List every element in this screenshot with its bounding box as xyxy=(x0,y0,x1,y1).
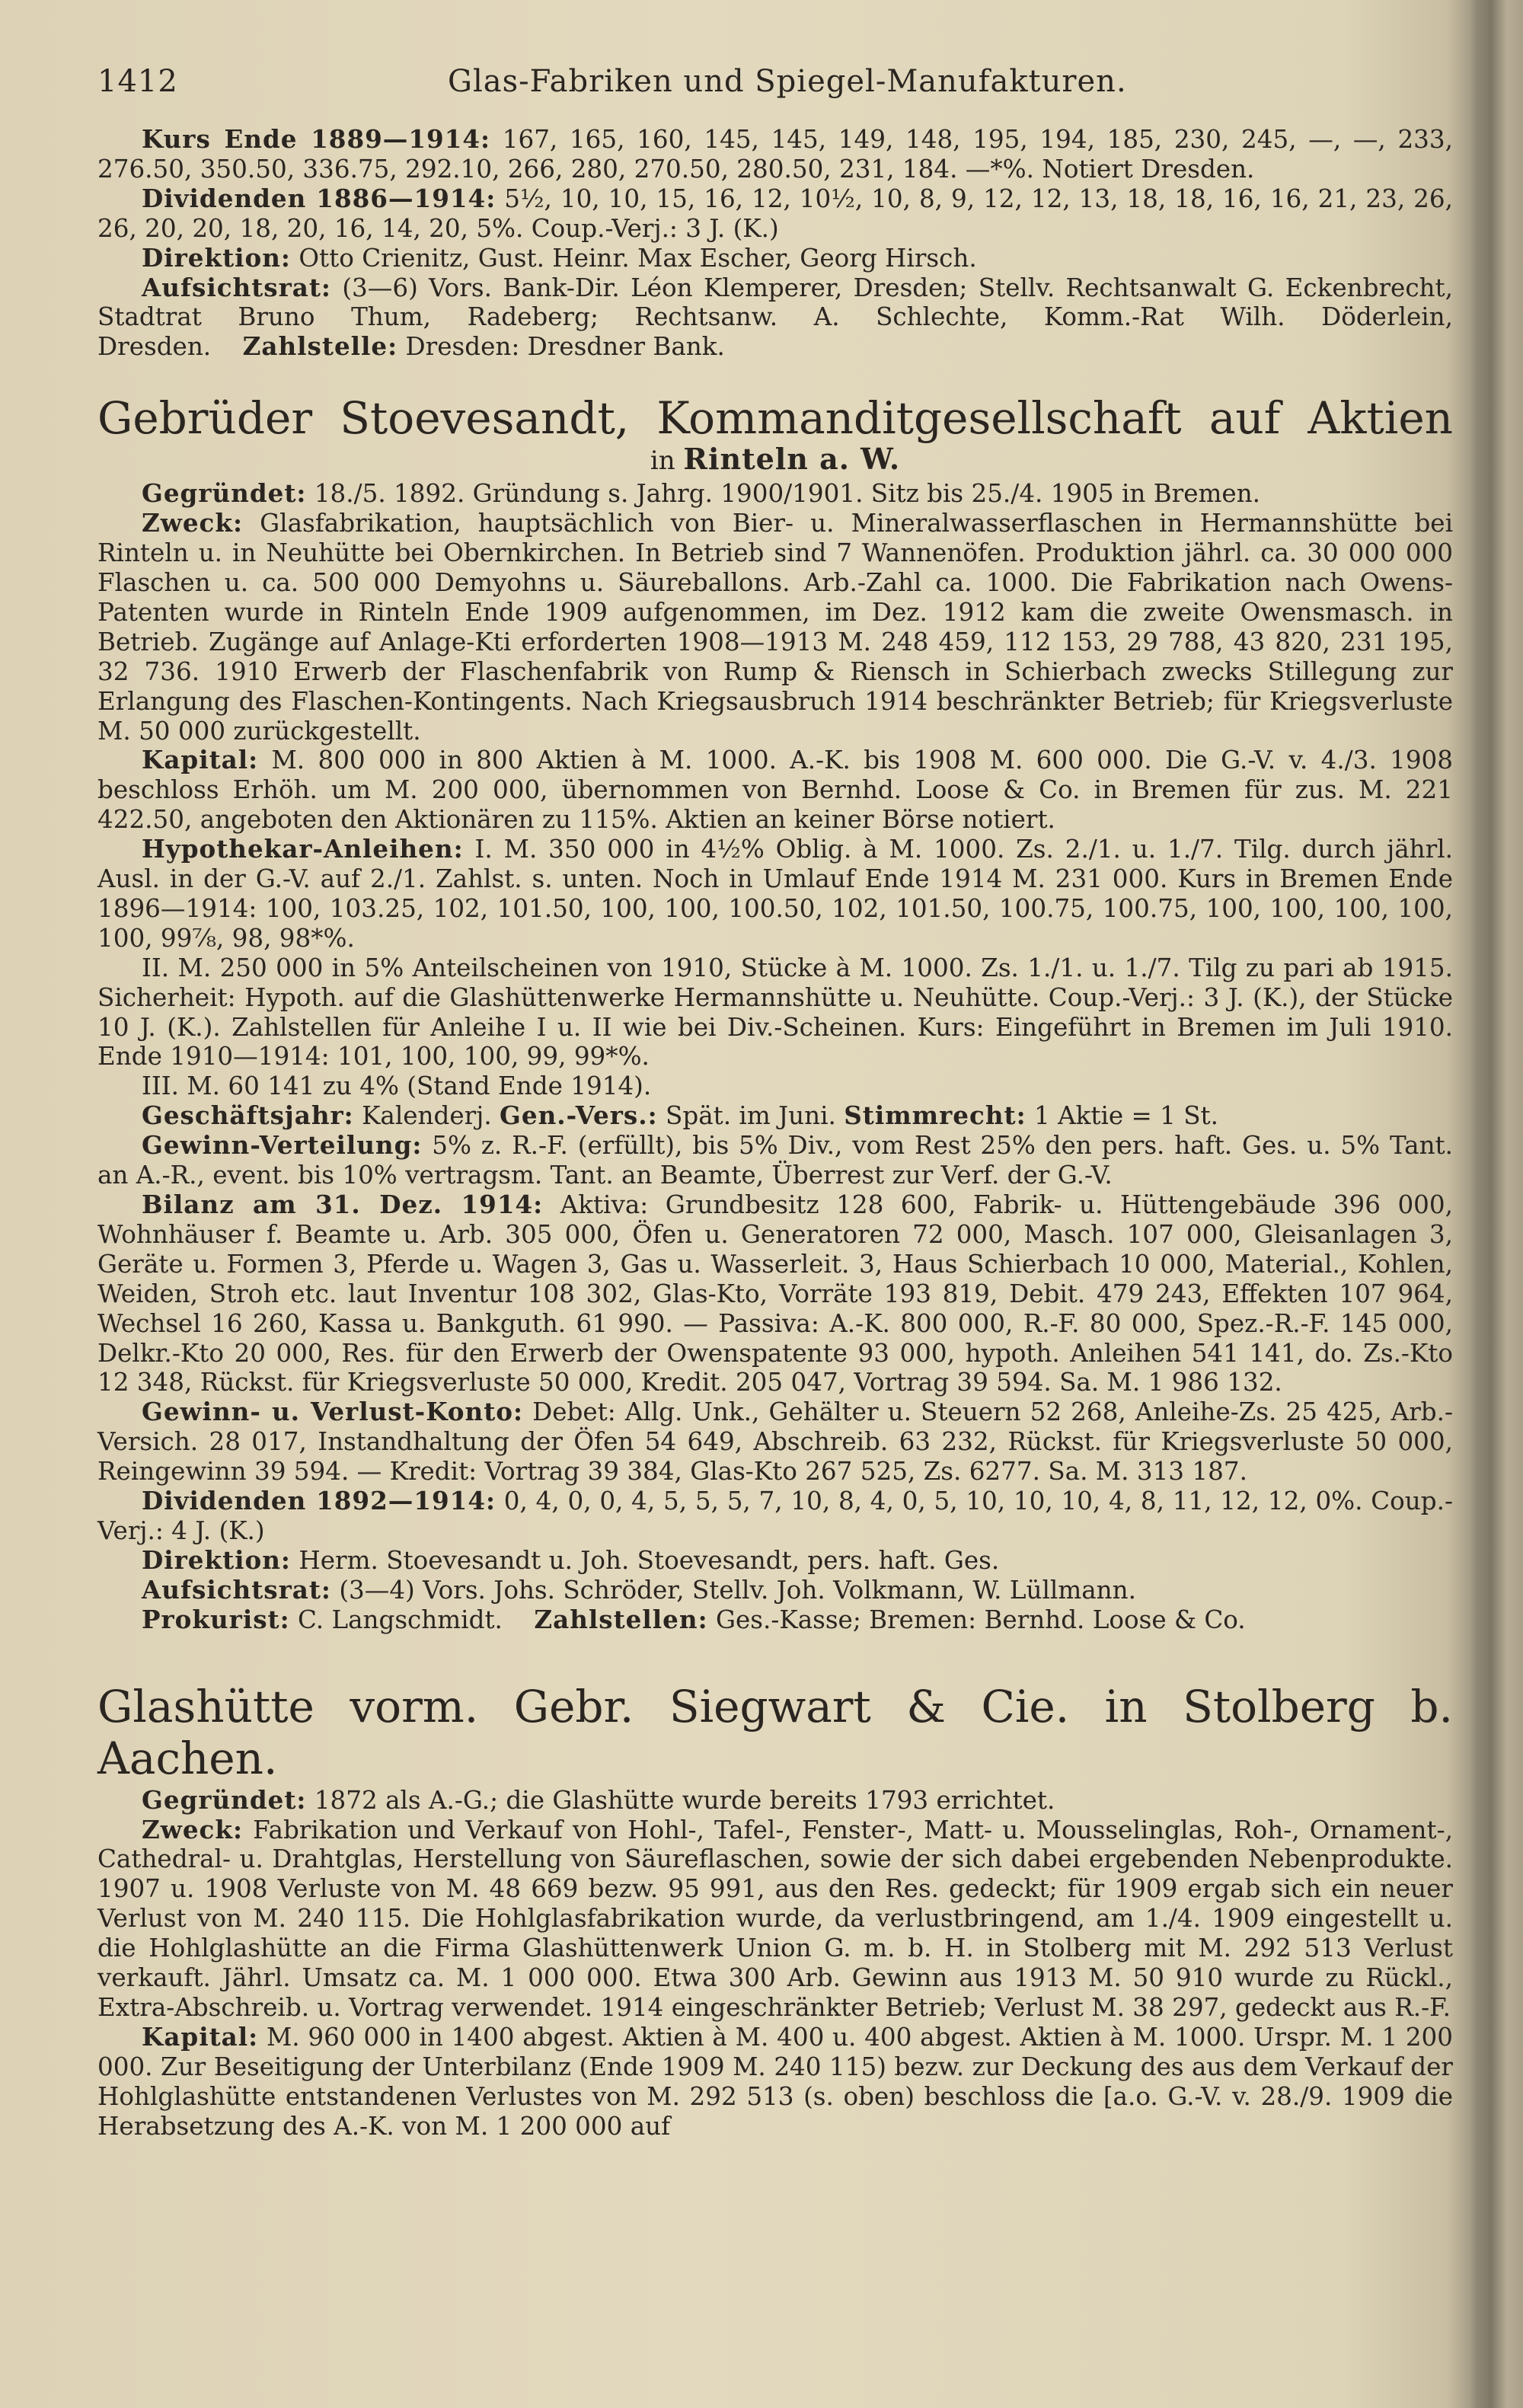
entry-gegruendet xyxy=(97,479,1453,509)
entry-gewinn-verteilung xyxy=(97,1131,1453,1190)
entry-text: 18./5. 1892. Gründung s. Jahrg. 1900/1901. Sitz bis 25./4. 1905 in Bremen. xyxy=(314,479,1261,509)
entry-text: 0, 4, 0, 0, 4, 5, 5, 5, 7, 10, 8, 4, 0, 5, 10, 10, 10, 4, 8, 11, 12, 12, 0%. Coup.-Verj.: 4 J. (K.) xyxy=(97,1487,1453,1545)
page-content xyxy=(97,64,1453,2141)
entry-gewinn-verlust xyxy=(97,1397,1453,1487)
entry-label: Dividenden 1892—1914: xyxy=(142,1486,496,1516)
entry-text: C. Langschmidt. xyxy=(297,1605,503,1634)
entry-label: Gegründet: xyxy=(142,478,307,509)
company-title-siegwart: Glashütte vorm. Gebr. Siegwart & Cie. in Stolberg b. Aachen. xyxy=(97,1680,1453,1784)
entry-text: Fabrikation und Verkauf von Hohl-, Tafel-, Fenster-, Matt- u. Mousselinglas, Roh-, Ornament-, Cathedral- u. Drahtglas, Herstellung von Säureflaschen, sowie der sich dabei ergebenden Nebenprodukte. 1907 u. 1908 Verluste von M. 48 669 bezw. 95 991, aus den Res. gedeckt; für 1909 ergab sich ein neuer Verlust von M. 240 115. Die Hohlglasfabrikation wurde, da verlustbringend, am 1./4. 1909 eingestellt u. die Hohlglashütte an die Firma Glashüttenwerk Union G. m. b. H. in Stolberg mit M. 292 513 Verlust verkauft. Jährl. Umsatz ca. M. 1 000 000. Etwa 300 Arb. Gewinn aus 1913 M. 50 910 wurde zu Rückl., Extra-Abschreib. u. Vortrag verwendet. 1914 eingeschränkter Betrieb; Verlust M. 38 297, gedeckt aus R.-F. xyxy=(97,1815,1453,2022)
entry-text: 1872 als A.-G.; die Glashütte wurde bereits 1793 errichtet. xyxy=(314,1785,1055,1815)
entry-text: Ges.-Kasse; Bremen: Bernhd. Loose & Co. xyxy=(715,1605,1246,1634)
entry-direktion xyxy=(97,1546,1453,1576)
aufsichtsrat-text: (3—6) Vors. Bank-Dir. Léon Klemperer, Dresden; Stellv. Rechtsanwalt G. Eckenbrecht, Stadtrat Bruno Thum, Radeberg; Rechtsanw. A. Schlechte, Komm.-Rat Wilh. Döderlein, Dresden. xyxy=(97,273,1453,362)
page-number: 1412 xyxy=(97,64,178,99)
entry-text: Kalenderj. xyxy=(362,1101,492,1131)
entry-label: Geschäftsjahr: xyxy=(142,1100,354,1131)
entry-gegruendet-2 xyxy=(97,1786,1453,1816)
entry-label: Gegründet: xyxy=(142,1784,307,1815)
entry-text: (3—4) Vors. Johs. Schröder, Stellv. Joh. Volkmann, W. Lüllmann. xyxy=(339,1575,1136,1605)
entry-label: Gewinn- u. Verlust-Konto: xyxy=(142,1397,524,1427)
page-header xyxy=(97,64,1453,125)
entry-text: 5% z. R.-F. (erfüllt), bis 5% Div., vom Rest 25% den pers. haft. Ges. u. 5% Tant. an A.-R., event. bis 10% vertragsm. Tant. an Beamte, Überrest zur Verf. der G.-V. xyxy=(97,1131,1453,1190)
entry-label: Zweck: xyxy=(142,1814,243,1844)
entry-text: Aktiva: Grundbesitz 128 600, Fabrik- u. Hüttengebäude 396 000, Wohnhäuser f. Beamte u. Arb. 305 000, Öfen u. Generatoren 72 000, Masch. 107 000, Gleisanlagen 3, Geräte u. Formen 3, Pferde u. Wagen 3, Gas u. Wasserleit. 3, Haus Schierbach 10 000, Material., Kohlen, Weiden, Stroh etc. laut Inventur 108 302, Glas-Kto, Vorräte 193 819, Debit. 479 243, Effekten 107 964, Wechsel 16 260, Kassa u. Bankguth. 61 990. — Passiva: A.-K. 800 000, R.-F. 80 000, Spez.-R.-F. 145 000, Delkr.-Kto 20 000, Res. für den Erwerb der Owenspatente 93 000, hypoth. Anleihen 541 141, do. Zs.-Kto 12 348, Rückst. für Kriegsverluste 50 000, Kredit. 205 047, Vortrag 39 594. Sa. M. 1 986 132. xyxy=(97,1190,1453,1397)
entry-hypothekar-anleihen xyxy=(97,835,1453,953)
running-title: Glas-Fabriken und Spiegel-Manufakturen. xyxy=(448,64,1127,99)
entry-label: Bilanz am 31. Dez. 1914: xyxy=(142,1190,544,1219)
entry-label: Aufsichtsrat: xyxy=(142,1574,331,1605)
kurs-label: Kurs Ende 1889—1914: xyxy=(142,124,491,154)
entry-label: Zweck: xyxy=(142,508,243,538)
entry-label: Kapital: xyxy=(142,2021,259,2052)
entry-text: I. M. 350 000 in 4½% Oblig. à M. 1000. Zs. 2./1. u. 1./7. Tilg. durch jährl. Ausl. in der G.-V. auf 2./1. Zahlst. s. unten. Noch in Umlauf Ende 1914 M. 231 000. Kurs in Bremen Ende 1896—1914: 100, 103.25, 102, 101.50, 100, 100, 100.50, 102, 101.50, 100.75, 100.75, 100, 100, 100, 100, 100, 99⅞, 98, 98*%. xyxy=(97,835,1453,953)
aufsichtsrat-label: Aufsichtsrat: xyxy=(142,272,331,302)
entry-anleihe-iii xyxy=(97,1071,1453,1101)
entry-aufsichtsrat xyxy=(97,1576,1453,1605)
entry-text: M. 960 000 in 1400 abgest. Aktien à M. 400 u. 400 abgest. Aktien à M. 1000. Urspr. M. 1 200 000. Zur Beseitigung der Unterbilanz (Ende 1909 M. 240 115) bezw. zur Deckung des aus dem Verkauf der Hohlglashütte entstandenen Verlustes von M. 292 513 (s. oben) beschloss die [a.o. G.-V. v. 28./9. 1909 die Herabsetzung des A.-K. von M. 1 200 000 auf xyxy=(97,2022,1454,2141)
prev-kurs xyxy=(97,125,1453,184)
kurs-text: 167, 165, 160, 145, 145, 149, 148, 195, 194, 185, 230, 245, —, —, 233, 276.50, 350.50, 336.75, 292.10, 266, 280, 270.50, 280.50, 231, 184. —*%. Notiert Dresden. xyxy=(97,125,1453,184)
dividenden-label: Dividenden 1886—1914: xyxy=(142,183,496,213)
company-location xyxy=(97,444,1453,476)
entry-label: Gewinn-Verteilung: xyxy=(142,1130,423,1161)
location-name: Rinteln a. W. xyxy=(683,442,901,477)
book-spine-shadow xyxy=(1470,0,1523,2408)
direktion-text: Otto Crienitz, Gust. Heinr. Max Escher, Georg Hirsch. xyxy=(299,243,977,273)
entry-label: Direktion: xyxy=(142,1544,291,1575)
entry-text: Spät. im Juni. xyxy=(666,1101,836,1131)
entry-text: M. 800 000 in 800 Aktien à M. 1000. A.-K. bis 1908 M. 600 000. Die G.-V. v. 4./3. 1908 beschloss Erhöh. um M. 200 000, übernommen von Bernhd. Loose & Co. in Bremen für zus. M. 221 422.50, angeboten den Aktionären zu 115%. Aktien an keiner Börse notiert. xyxy=(97,746,1454,835)
entry-dividenden xyxy=(97,1487,1453,1546)
entry-label: Stimmrecht: xyxy=(844,1100,1027,1131)
entry-geschaeftsjahr xyxy=(97,1101,1453,1131)
entry-text: II. M. 250 000 in 5% Anteilscheinen von 1910, Stücke à M. 1000. Zs. 1./1. u. 1./7. Tilg zu pari ab 1915. Sicherheit: Hypoth. auf die Glashüttenwerke Hermannshütte u. Neuhütte. Coup.-Verj.: 3 J. (K.), der Stücke 10 J. (K.). Zahlstellen für Anleihe I u. II wie bei Div.-Scheinen. Kurs: Eingeführt in Bremen im Juli 1910. Ende 1910—1914: 101, 100, 100, 99, 99*%. xyxy=(97,953,1453,1071)
entry-zweck xyxy=(97,509,1453,746)
direktion-label: Direktion: xyxy=(142,242,291,273)
dividenden-text: 5½, 10, 10, 15, 16, 12, 10½, 10, 8, 9, 12, 12, 13, 18, 18, 16, 16, 21, 23, 26, 26, 20, 20, 18, 20, 16, 14, 20, 5%. Coup.-Verj.: 3 J. (K.) xyxy=(97,184,1453,243)
prev-aufsichtsrat xyxy=(97,273,1453,362)
location-prefix: in xyxy=(650,446,675,477)
company-title-stoevesandt: Gebrüder Stoevesandt, Kommanditgesellschaft auf Aktien xyxy=(97,392,1453,445)
entry-label: Gen.-Vers.: xyxy=(500,1100,658,1131)
entry-anleihe-ii xyxy=(97,953,1453,1072)
entry-text: Herm. Stoevesandt u. Joh. Stoevesandt, pers. haft. Ges. xyxy=(299,1545,1000,1575)
entry-zweck-2 xyxy=(97,1816,1453,2023)
prev-dividenden xyxy=(97,184,1453,244)
entry-label: Prokurist: xyxy=(142,1604,290,1634)
entry-text: 1 Aktie = 1 St. xyxy=(1034,1101,1218,1131)
zahlstelle-label: Zahlstelle: xyxy=(242,331,398,362)
entry-text: III. M. 60 141 zu 4% (Stand Ende 1914). xyxy=(142,1071,652,1101)
entry-text: Debet: Allg. Unk., Gehälter u. Steuern 52 268, Anleihe-Zs. 25 425, Arb.-Versich. 28 017, Instandhaltung der Öfen 54 649, Abschreib. 63 232, Rückst. für Kriegsverluste 50 000, Reingewinn 39 594. — Kredit: Vortrag 39 384, Glas-Kto 267 525, Zs. 6277. Sa. M. 313 187. xyxy=(97,1397,1453,1487)
entry-label: Hypothekar-Anleihen: xyxy=(142,834,464,864)
entry-kapital-2 xyxy=(97,2023,1453,2141)
zahlstelle-text: Dresden: Dresdner Bank. xyxy=(405,332,725,362)
entry-kapital xyxy=(97,746,1453,835)
entry-label: Zahlstellen: xyxy=(534,1604,708,1634)
entry-label: Kapital: xyxy=(142,745,259,775)
entry-bilanz xyxy=(97,1190,1453,1397)
prev-direktion xyxy=(97,244,1453,273)
entry-prokurist xyxy=(97,1605,1453,1635)
entry-text: Glasfabrikation, hauptsächlich von Bier- u. Mineralwasserflaschen in Hermannshütte bei Rinteln u. in Neuhütte bei Obernkirchen. In Betrieb sind 7 Wannenöfen. Produktion jährl. ca. 30 000 000 Flaschen u. ca. 500 000 Demyohns u. Säureballons. Arb.-Zahl ca. 1000. Die Fabrikation nach Owens-Patenten wurde in Rinteln Ende 1909 aufgenommen, im Dez. 1912 kam die zweite Owensmasch. in Betrieb. Zugänge auf Anlage-Kti erforderten 1908—1913 M. 248 459, 112 153, 29 788, 43 820, 231 195, 32 736. 1910 Erwerb der Flaschenfabrik von Rump & Riensch in Schierbach zwecks Stillegung zur Erlangung des Flaschen-Kontingents. Nach Kriegsausbruch 1914 beschränkter Betrieb; für Kriegsverluste M. 50 000 zurückgestellt. xyxy=(97,509,1453,746)
